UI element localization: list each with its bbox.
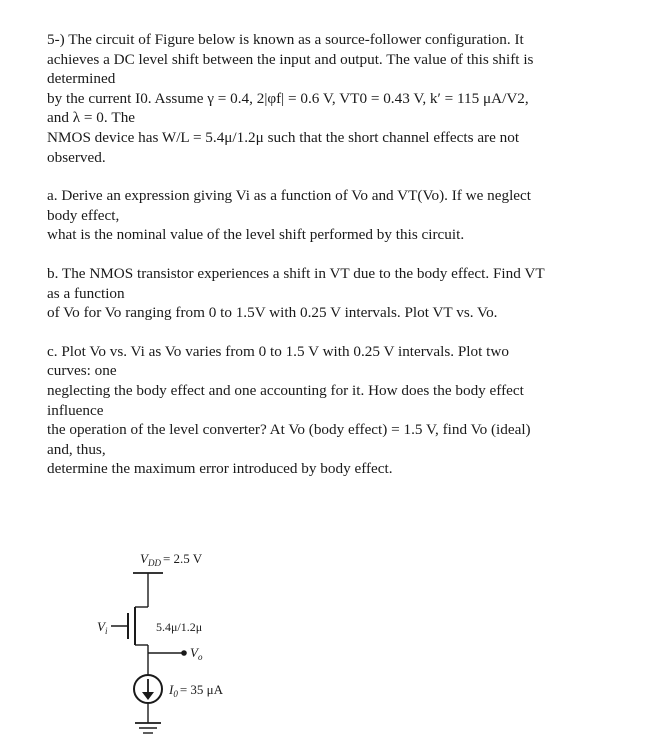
svg-text:5.4μ/1.2μ: 5.4μ/1.2μ [156,620,203,634]
text-line: and, thus, [47,440,106,458]
svg-text:Vo: $V_o$ [190,645,203,662]
text-line: b. The NMOS transistor experiences a shift in VT due to the body effect. Find VT [47,264,545,282]
text-line: 5-) The circuit of Figure below is known as a source-follower configuration. It [47,31,524,48]
part-a-paragraph [47,186,627,245]
text-line: neglecting the body effect and one accounting for it. How does the body effect [47,381,524,399]
source-follower-schematic [80,545,300,750]
text-line: influence [47,401,104,419]
text-line: observed. [47,148,106,166]
text-line: by the current I0. Assume γ = 0.4, 2|φf| = 0.6 V, VT0 = 0.43 V, k′ = 115 μA/V2, [47,89,529,107]
text-line: and λ = 0. The [47,109,136,127]
text-line: curves: one [47,362,117,380]
current-source [134,675,224,703]
text-line: NMOS device has W/L = 5.4μ/1.2μ such that the short channel effects are not [47,128,520,146]
ground-symbol [135,703,161,733]
output-node [148,645,203,675]
svg-text:I0= 35 μA: $I_0 = 35$ μA [169,682,224,699]
text-line: of Vo for Vo ranging from 0 to 1.5V with 0.25 V intervals. Plot VT vs. Vo. [47,304,498,322]
text-line: c. Plot Vo vs. Vi as Vo varies from 0 to 1.5 V with 0.25 V intervals. Plot two [47,342,509,360]
svg-text:Vi: $V_i$ [97,619,108,636]
text-line: what is the nominal value of the level shift performed by this circuit. [47,226,465,244]
part-b-paragraph [47,264,627,323]
text-line: a. Derive an expression giving Vi as a function of Vo and VT(Vo). If we neglect [47,187,531,205]
part-c-paragraph [47,342,627,479]
text-line: body effect, [47,206,120,224]
intro-paragraph [47,30,627,167]
svg-text:VDD= 2.5 V: $V_{DD} = 2.5$ V [140,551,203,568]
vdd-supply [133,551,203,607]
text-line: as a function [47,284,125,302]
text-line: determined [47,70,116,88]
text-line: achieves a DC level shift between the input and output. The value of this shift is [47,50,534,68]
problem-text [47,30,627,479]
nmos-transistor [97,607,202,645]
text-line: the operation of the level converter? At Vo (body effect) = 1.5 V, find Vo (ideal) [47,421,531,439]
text-line: determine the maximum error introduced by body effect. [47,460,393,478]
